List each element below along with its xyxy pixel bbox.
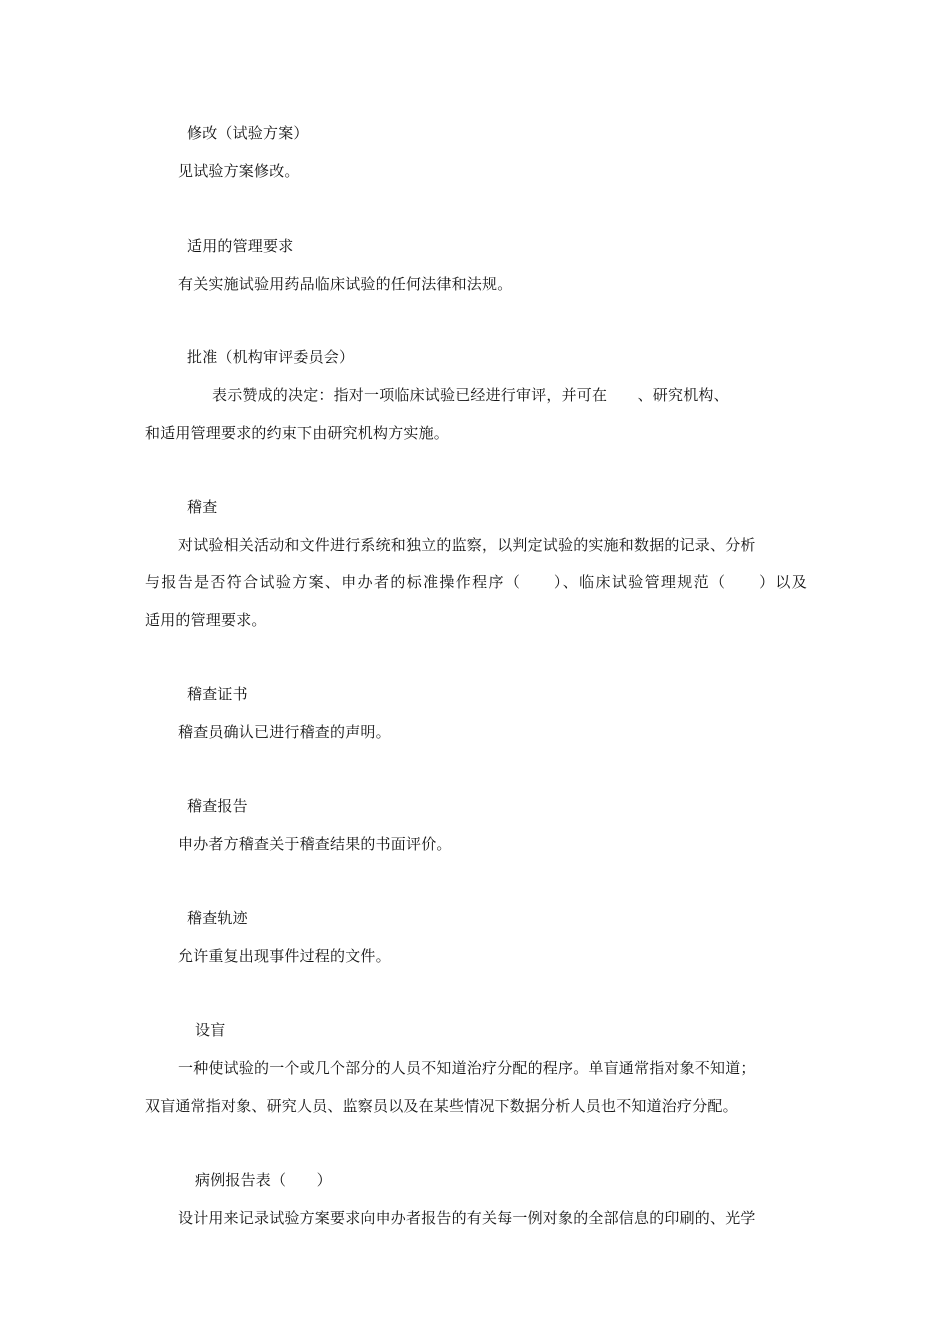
term-definition: 表示赞成的决定：指对一项临床试验已经进行审评，并可在 、研究机构、 bbox=[212, 386, 729, 404]
term-definition: 与报告是否符合试验方案、申办者的标准操作程序（ ）、临床试验管理规范（ ）以及 bbox=[145, 573, 807, 591]
term-definition: 适用的管理要求。 bbox=[145, 611, 267, 629]
term-definition: 见试验方案修改。 bbox=[178, 162, 300, 180]
term-definition: 允许重复出现事件过程的文件。 bbox=[178, 947, 391, 965]
term-definition: 有关实施试验用药品临床试验的任何法律和法规。 bbox=[178, 275, 513, 293]
term-heading: 稽查轨迹 bbox=[187, 909, 248, 927]
term-heading: 稽查证书 bbox=[187, 685, 248, 703]
term-heading: 修改（试验方案） bbox=[187, 124, 309, 142]
term-heading: 设盲 bbox=[195, 1021, 226, 1039]
term-definition: 和适用管理要求的约束下由研究机构方实施。 bbox=[145, 424, 450, 442]
term-definition: 稽查员确认已进行稽查的声明。 bbox=[178, 723, 391, 741]
term-heading: 稽查 bbox=[187, 498, 218, 516]
term-heading: 适用的管理要求 bbox=[187, 237, 294, 255]
term-heading: 稽查报告 bbox=[187, 797, 248, 815]
term-definition: 申办者方稽查关于稽查结果的书面评价。 bbox=[178, 835, 452, 853]
term-heading: 病例报告表（ ） bbox=[195, 1171, 332, 1189]
term-definition: 一种使试验的一个或几个部分的人员不知道治疗分配的程序。单盲通常指对象不知道； bbox=[178, 1059, 756, 1077]
term-definition: 设计用来记录试验方案要求向申办者报告的有关每一例对象的全部信息的印刷的、光学 bbox=[178, 1209, 756, 1227]
term-heading: 批准（机构审评委员会） bbox=[187, 348, 355, 366]
term-definition: 对试验相关活动和文件进行系统和独立的监察，以判定试验的实施和数据的记录、分析 bbox=[178, 536, 756, 554]
term-definition: 双盲通常指对象、研究人员、监察员以及在某些情况下数据分析人员也不知道治疗分配。 bbox=[145, 1097, 738, 1115]
